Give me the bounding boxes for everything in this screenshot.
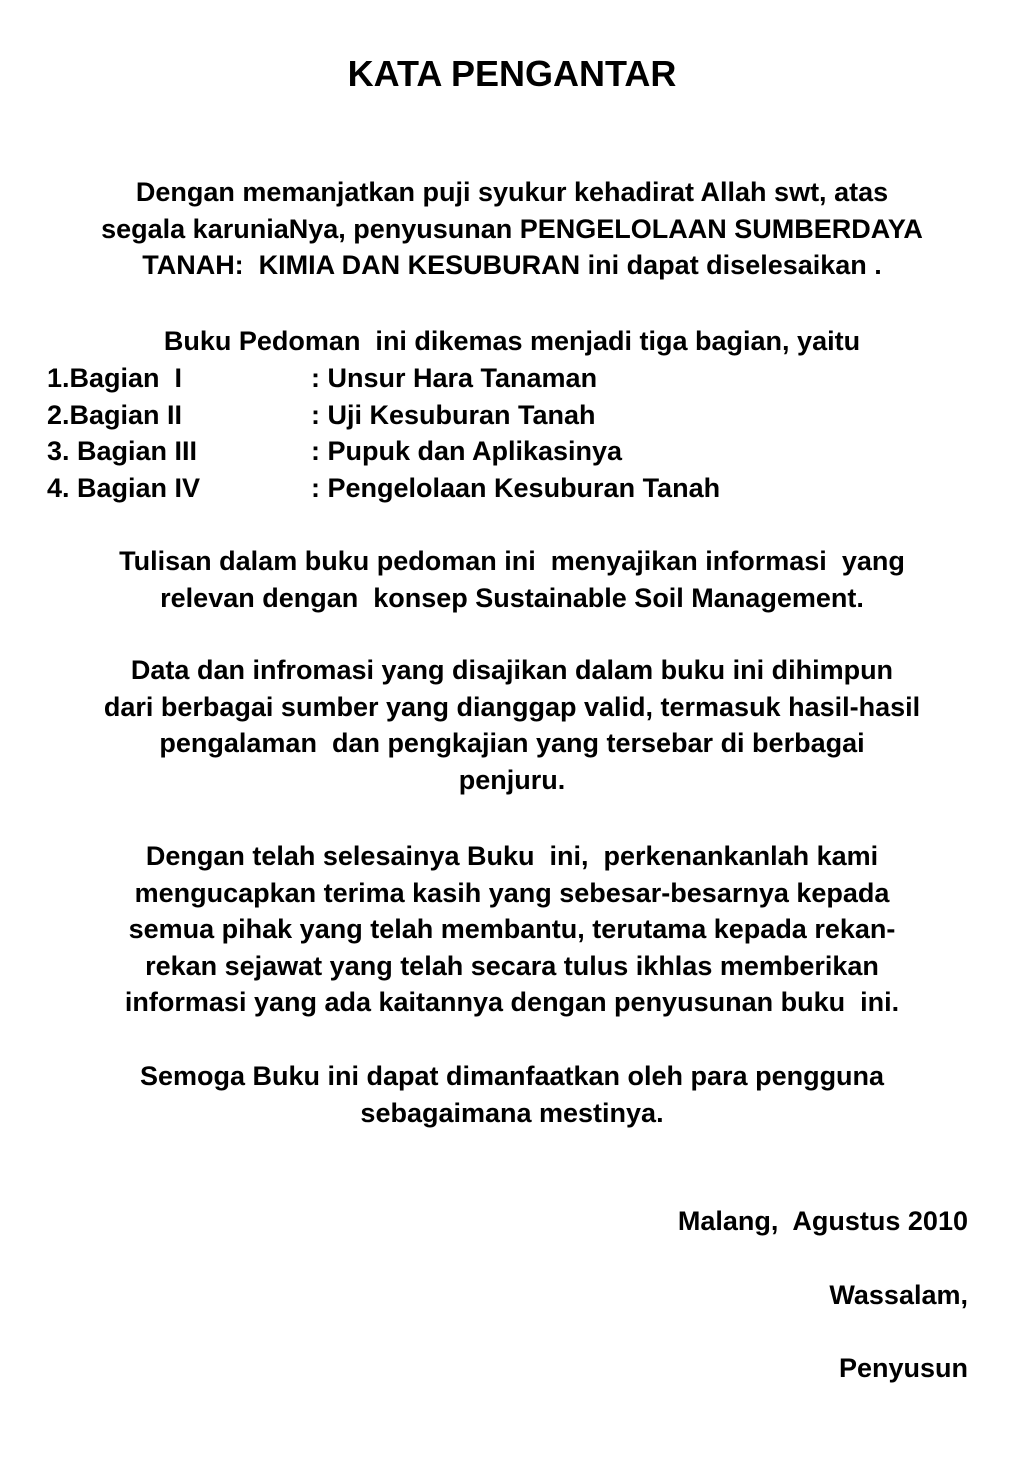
part-description: : Pengelolaan Kesuburan Tanah — [311, 472, 721, 503]
intro-paragraph — [40, 174, 984, 284]
list-item — [47, 470, 720, 507]
intro-line: TANAH: KIMIA DAN KESUBURAN ini dapat diselesaikan . — [142, 250, 882, 280]
list-item — [47, 360, 720, 397]
list-item — [47, 397, 720, 434]
thanks-paragraph — [40, 838, 984, 1021]
paragraph-line: Dengan telah selesainya Buku ini, perkenankanlah kami — [145, 841, 879, 871]
part-number: 3. Bagian III — [47, 436, 198, 466]
paragraph-line: semua pihak yang telah membantu, terutama kepada rekan- — [128, 914, 896, 944]
place-date: Malang, Agustus 2010 — [677, 1206, 968, 1236]
parts-list — [47, 360, 720, 506]
intro-line: segala karuniaNya, penyusunan PENGELOLAAN SUMBERDAYA — [101, 213, 923, 244]
data-paragraph — [40, 652, 984, 798]
part-description: : Pupuk dan Aplikasinya — [311, 436, 623, 466]
part-description: : Uji Kesuburan Tanah — [311, 399, 596, 430]
paragraph-line: Tulisan dalam buku pedoman ini menyajikan informasi yang — [119, 546, 905, 576]
page-title: KATA PENGANTAR — [347, 53, 677, 94]
intro-line: Dengan memanjatkan puji syukur kehadirat Allah swt, atas — [135, 177, 889, 207]
paragraph-line: relevan dengan konsep Sustainable Soil Management. — [160, 582, 864, 613]
part-number: 2.Bagian II — [47, 399, 183, 430]
part-description: : Unsur Hara Tanaman — [311, 363, 598, 393]
paragraph-line: pengalaman dan pengkajian yang tersebar di berbagai — [159, 728, 865, 758]
list-intro — [40, 323, 984, 360]
part-number: 1.Bagian I — [47, 363, 183, 393]
paragraph-line: sebagaimana mestinya. — [360, 1097, 664, 1128]
paragraph-line: dari berbagai sumber yang dianggap valid, termasuk hasil-hasil — [103, 691, 921, 722]
paragraph-line: Semoga Buku ini dapat dimanfaatkan oleh para pengguna — [139, 1061, 885, 1091]
paragraph-line: mengucapkan terima kasih yang sebesar-besarnya kepada — [134, 877, 890, 908]
hope-paragraph — [40, 1058, 984, 1131]
author-signature: Penyusun — [838, 1353, 968, 1383]
closing-greeting: Wassalam, — [829, 1280, 968, 1310]
paragraph-line: informasi yang ada kaitannya dengan penyusunan buku ini. — [124, 987, 900, 1017]
paragraph-line: rekan sejawat yang telah secara tulus ikhlas memberikan — [145, 950, 879, 981]
list-intro-text: Buku Pedoman ini dikemas menjadi tiga bagian, yaitu — [163, 326, 861, 356]
list-item — [47, 433, 720, 470]
writing-paragraph — [40, 543, 984, 616]
paragraph-line: penjuru. — [458, 764, 566, 795]
part-number: 4. Bagian IV — [47, 472, 201, 503]
paragraph-line: Data dan infromasi yang disajikan dalam buku ini dihimpun — [130, 655, 894, 685]
